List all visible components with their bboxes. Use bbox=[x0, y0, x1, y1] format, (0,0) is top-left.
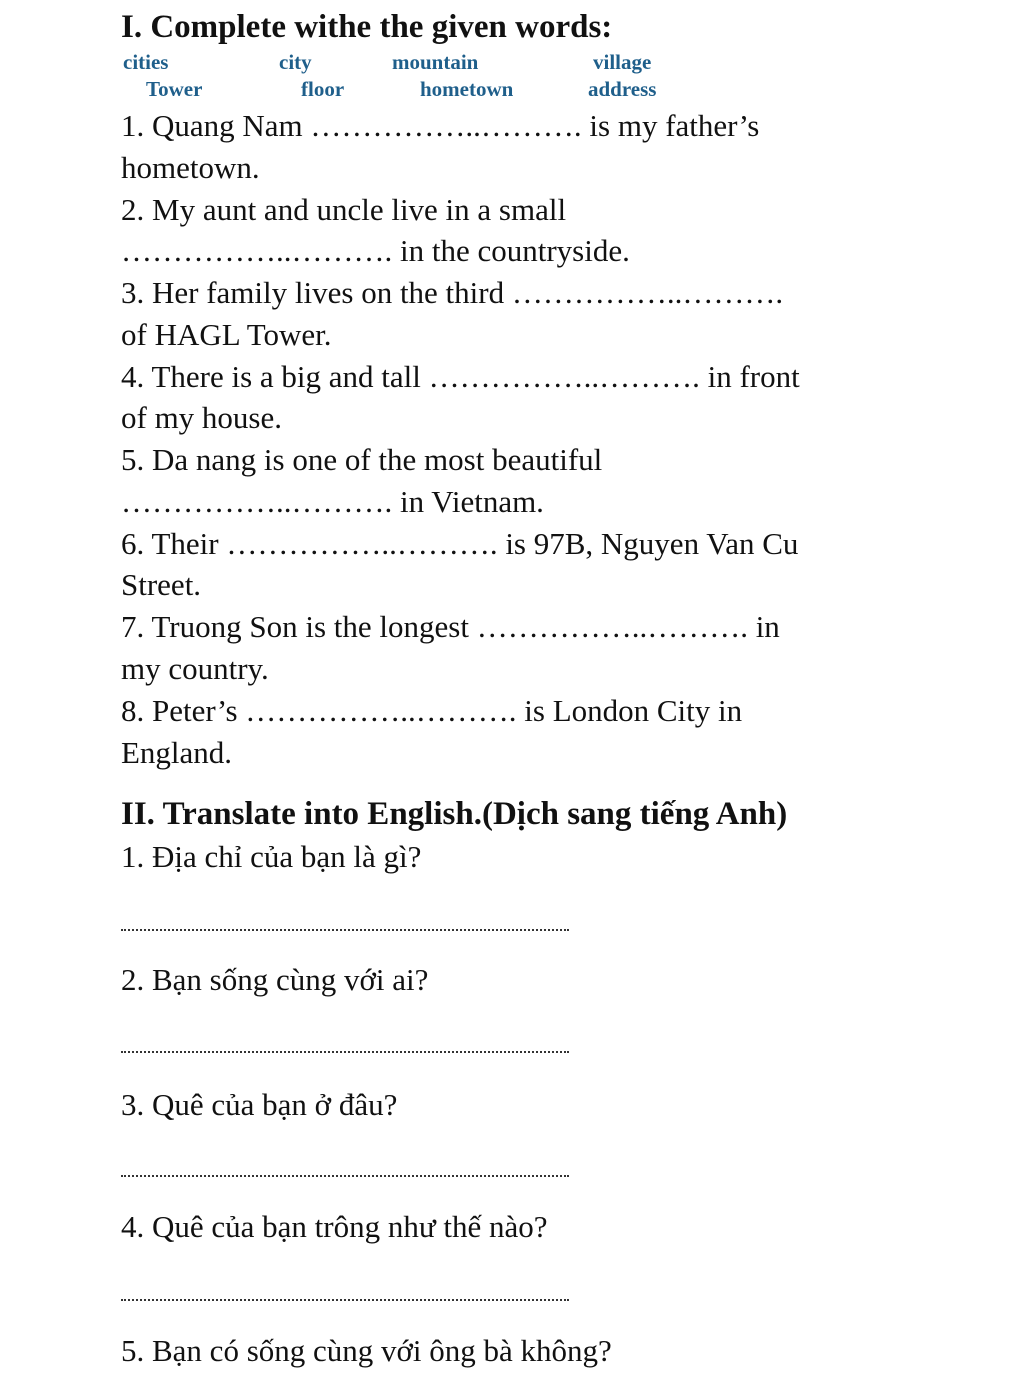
word-bank bbox=[121, 50, 721, 106]
translate-question-3: 3. Quê của bạn ở đâu? bbox=[121, 1087, 398, 1122]
exercise-1-line-1: 1. Quang Nam ……………..………. is my father’s bbox=[121, 108, 760, 143]
word-bank-item: hometown bbox=[420, 77, 514, 101]
exercise-8-line-1: 8. Peter’s ……………..………. is London City in bbox=[121, 693, 743, 728]
word-bank-item: address bbox=[588, 77, 657, 101]
exercise-2-line-2: ……………..………. in the countryside. bbox=[121, 233, 630, 268]
translate-question-4: 4. Quê của bạn trông như thế nào? bbox=[121, 1209, 548, 1244]
translate-question-5: 5. Bạn có sống cùng với ông bà không? bbox=[121, 1333, 612, 1368]
word-bank-item: floor bbox=[301, 77, 345, 101]
exercise-3-line-2: of HAGL Tower. bbox=[121, 317, 332, 352]
exercise-7-line-1: 7. Truong Son is the longest ……………..………. in bbox=[121, 609, 780, 644]
exercise-3-line-1: 3. Her family lives on the third ……………..………. bbox=[121, 275, 784, 310]
answer-line-1[interactable] bbox=[121, 929, 569, 931]
exercise-6-line-1: 6. Their ……………..………. is 97B, Nguyen Van Cu bbox=[121, 526, 799, 561]
answer-line-3[interactable] bbox=[121, 1175, 569, 1177]
answer-line-2[interactable] bbox=[121, 1051, 569, 1053]
exercise-8-line-2: England. bbox=[121, 735, 233, 770]
exercise-5-line-1: 5. Da nang is one of the most beautiful bbox=[121, 442, 603, 477]
exercise-4-line-2: of my house. bbox=[121, 400, 283, 435]
word-bank-item: cities bbox=[123, 50, 169, 74]
exercise-4-line-1: 4. There is a big and tall ……………..………. in front bbox=[121, 359, 800, 394]
exercise-5-line-2: ……………..………. in Vietnam. bbox=[121, 484, 544, 519]
exercise-7-line-2: my country. bbox=[121, 651, 269, 686]
word-bank-item: mountain bbox=[392, 50, 479, 74]
word-bank-item: Tower bbox=[146, 77, 203, 101]
word-bank-item: city bbox=[279, 50, 312, 74]
translate-question-1: 1. Địa chỉ của bạn là gì? bbox=[121, 839, 422, 874]
word-bank-item: village bbox=[593, 50, 652, 74]
exercise-2-line-1: 2. My aunt and uncle live in a small bbox=[121, 192, 567, 227]
exercise-6-line-2: Street. bbox=[121, 567, 202, 602]
exercise-1-line-2: hometown. bbox=[121, 150, 260, 185]
translate-question-2: 2. Bạn sống cùng với ai? bbox=[121, 962, 429, 997]
answer-line-4[interactable] bbox=[121, 1299, 569, 1301]
section-1-title: I. Complete withe the given words: bbox=[121, 9, 613, 45]
section-2-title: II. Translate into English.(Dịch sang tiếng Anh) bbox=[121, 796, 788, 832]
